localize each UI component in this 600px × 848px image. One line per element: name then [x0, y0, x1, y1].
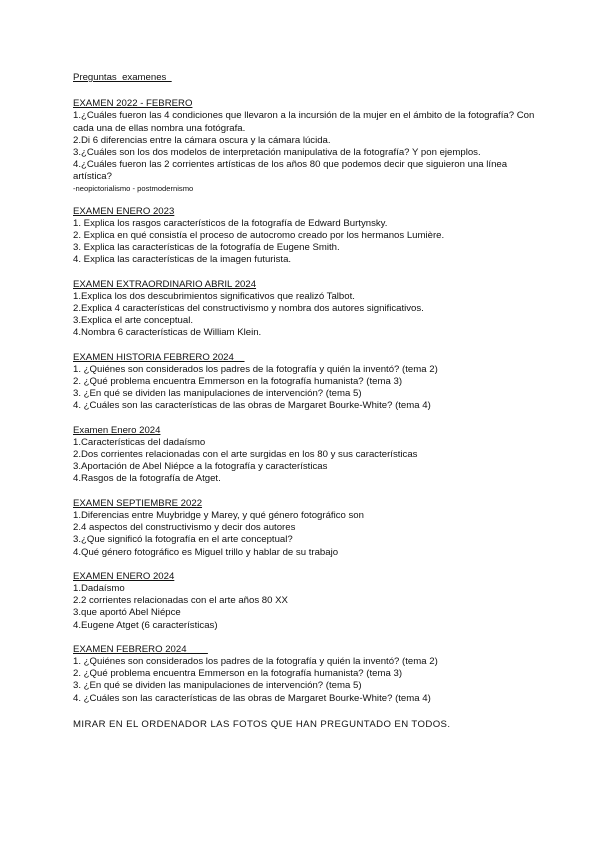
question-list	[73, 291, 543, 340]
question-line: 2. ¿Qué problema encuentra Emmerson en la fotografía humanista? (tema 3)	[73, 376, 403, 388]
question-line: 4.Rasgos de la fotografía de Atget.	[73, 473, 221, 485]
question-line: 1. ¿Quiénes son considerados los padres de la fotografía y quién la inventó? (tema 2)	[73, 655, 438, 667]
question-list	[73, 218, 543, 267]
question-line: 3.que aportó Abel Niépce	[73, 607, 181, 619]
question-line: 3.¿Que significó la fotografía en el arte conceptual?	[73, 534, 293, 546]
question-line: 2.4 aspectos del constructivismo y decir dos autores	[73, 522, 296, 534]
question-list	[73, 364, 543, 413]
question-line: 3.Explica el arte conceptual.	[73, 315, 193, 327]
question-list	[73, 437, 543, 486]
document-title: Preguntas examenes	[73, 72, 172, 83]
question-line: 1. ¿Quiénes son considerados los padres de la fotografía y quién la inventó? (tema 2)	[73, 363, 438, 375]
question-line: 3. ¿En qué se dividen las manipulaciones de intervención? (tema 5)	[73, 388, 362, 400]
question-list	[73, 510, 543, 559]
question-line: 4. ¿Cuáles son las características de las obras de Margaret Bourke-White? (tema 4)	[73, 400, 431, 412]
question-line: 2.Explica 4 características del constructivismo y nombra dos autores significativos.	[73, 303, 424, 315]
question-line: 2.2 corrientes relacionadas con el arte años 80 XX	[73, 595, 288, 607]
exam-sections	[73, 98, 543, 705]
question-line: 1. Explica los rasgos característicos de la fotografía de Edward Burtynsky.	[73, 217, 388, 229]
exam-section	[73, 644, 543, 705]
exam-heading: EXAMEN ENERO 2023	[73, 205, 175, 217]
question-list	[73, 656, 543, 705]
question-line: 3. ¿En qué se dividen las manipulaciones de intervención? (tema 5)	[73, 680, 362, 692]
exam-section	[73, 98, 543, 193]
exam-section	[73, 498, 543, 559]
exam-section	[73, 425, 543, 486]
question-line: 3. Explica las características de la fotografía de Eugene Smith.	[73, 242, 340, 254]
question-line: 4. ¿Cuáles son las características de las obras de Margaret Bourke-White? (tema 4)	[73, 692, 431, 704]
question-list	[73, 110, 543, 193]
question-line: 2. ¿Qué problema encuentra Emmerson en la fotografía humanista? (tema 3)	[73, 668, 403, 680]
exam-heading: Examen Enero 2024	[73, 424, 161, 436]
question-line: 4.Eugene Atget (6 características)	[73, 619, 218, 631]
question-list	[73, 583, 543, 632]
footer-note: MIRAR EN EL ORDENADOR LAS FOTOS QUE HAN PREGUNTADO EN TODOS.	[73, 718, 451, 730]
exam-heading: EXAMEN HISTORIA FEBRERO 2024	[73, 351, 245, 363]
exam-section	[73, 352, 543, 413]
question-line: 3.¿Cuáles son los dos modelos de interpretación manipulativa de la fotografía? Y pon ejemplos.	[73, 147, 481, 159]
answer-note: -neopictorialismo - postmodernismo	[73, 183, 194, 193]
question-line: 3.Aportación de Abel Niépce a la fotografía y características	[73, 461, 328, 473]
exam-heading: EXAMEN SEPTIEMBRE 2022	[73, 497, 203, 509]
question-line: 1.Características del dadaísmo	[73, 436, 206, 448]
question-line: 4.Nombra 6 características de William Klein.	[73, 327, 262, 339]
question-line: 2. Explica en qué consistía el proceso de autocromo creado por los hermanos Lumière.	[73, 230, 445, 242]
exam-heading: EXAMEN FEBRERO 2024	[73, 643, 208, 655]
exam-section	[73, 279, 543, 340]
question-line: 4.¿Cuáles fueron las 2 corrientes artísticas de los años 80 que podemos decir que siguieron una línea artística?	[73, 159, 508, 183]
document-page	[73, 72, 543, 741]
exam-heading: EXAMEN ENERO 2024	[73, 570, 175, 582]
question-line: 4.Qué género fotográfico es Miguel trillo y hablar de su trabajo	[73, 546, 339, 558]
exam-section	[73, 206, 543, 267]
question-line: 1.Explica los dos descubrimientos significativos que realizó Talbot.	[73, 290, 355, 302]
exam-heading: EXAMEN 2022 - FEBRERO	[73, 98, 193, 110]
question-line: 1.Diferencias entre Muybridge y Marey, y qué género fotográfico son	[73, 509, 364, 521]
question-line: 4. Explica las características de la imagen futurista.	[73, 254, 292, 266]
exam-heading: EXAMEN EXTRAORDINARIO ABRIL 2024	[73, 278, 257, 290]
question-line: 2.Dos corrientes relacionadas con el arte surgidas en los 80 y sus características	[73, 449, 418, 461]
exam-section	[73, 571, 543, 632]
question-line: 2.Di 6 diferencias entre la cámara oscura y la cámara lúcida.	[73, 134, 331, 146]
question-line: 1.Dadaísmo	[73, 582, 125, 594]
question-line: 1.¿Cuáles fueron las 4 condiciones que llevaron a la incursión de la mujer en el ámbito de la fotografía? Con cada una de ellas nombra una fotógrafa.	[73, 110, 535, 134]
